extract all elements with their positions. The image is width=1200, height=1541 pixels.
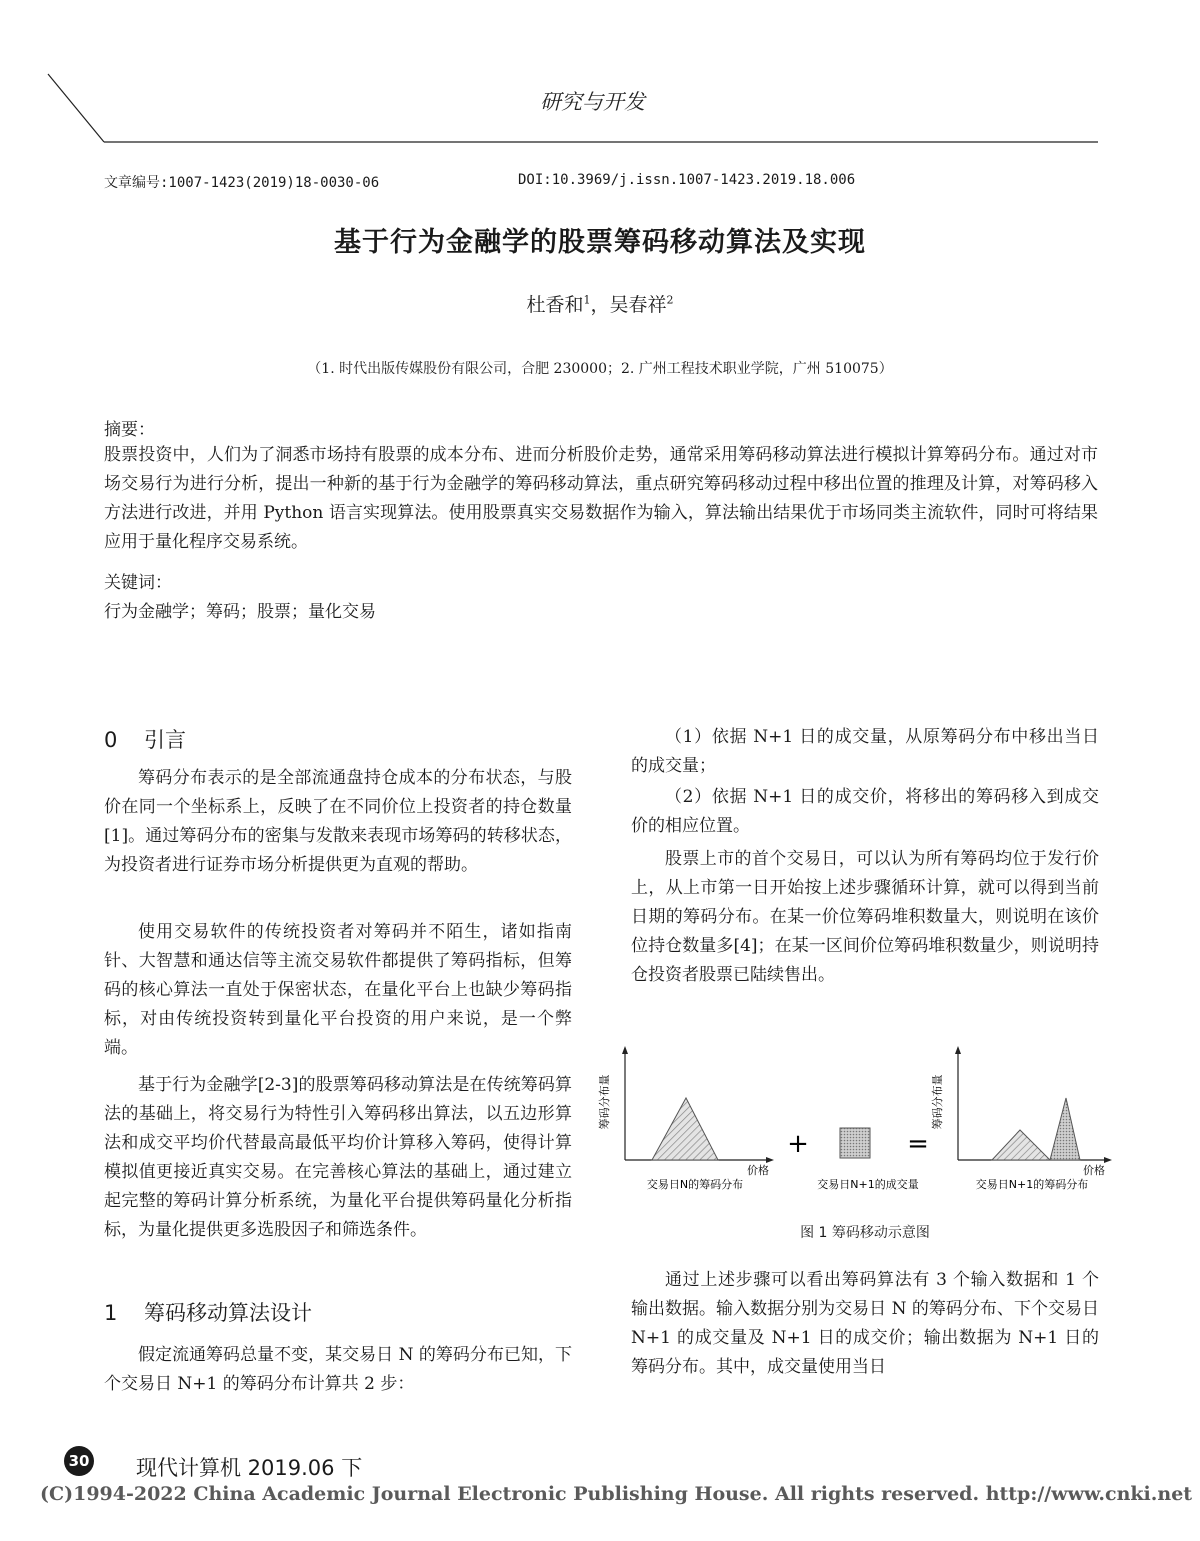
article-id: 文章编号:1007-1423(2019)18-0030-06 [104, 175, 380, 191]
chip-distribution-n [652, 1098, 718, 1160]
copyright-notice: (C)1994-2022 China Academic Journal Electronic Publishing House. All rights reserved. http://www.cnki.net [40, 1483, 1193, 1505]
page-number: 30 [64, 1446, 94, 1476]
panel-volume [817, 1128, 918, 1191]
abstract-text: 股票投资中，人们为了洞悉市场持有股票的成本分布、进而分析股价走势，通常采用筹码移动算法进行模拟计算筹码分布。通过对市场交易行为进行分析，提出一种新的基于行为金融学的筹码移动算法，重点研究筹码移动过程中移出位置的推理及计算，对筹码移入方法进行改进，并用 Python 语言实现算法。使用股票真实交易数据作为输入，算法输出结果优于市场同类主流软件，同时可将结果应用于量化程序交易系统。 [104, 445, 1098, 552]
section-title: 筹码移动算法设计 [144, 1301, 312, 1325]
y-axis-arrow [622, 1046, 628, 1054]
volume-block [840, 1128, 870, 1158]
section-number: 1 [104, 1301, 118, 1325]
listing-paragraph: 股票上市的首个交易日，可以认为所有筹码均位于发行价上，从上市第一日开始按上述步骤循环计算，就可以得到当前日期的筹码分布。在某一价位筹码堆积数量大，则说明在该价位持仓数量多[4]；在某一区间价位筹码堆积数量少，则说明持仓投资者股票已陆续售出。 [631, 849, 1099, 985]
remaining-chips [992, 1130, 1050, 1160]
step-2: （2）依据 N+1 日的成交价，将移出的筹码移入到成交价的相应位置。 [631, 787, 1099, 836]
paper-title: 基于行为金融学的股票筹码移动算法及实现 [334, 227, 866, 258]
section-heading-intro [104, 724, 572, 754]
section-number: 0 [104, 728, 118, 752]
journal-section: 研究与开发 [540, 90, 645, 114]
x-axis-arrow [1104, 1157, 1112, 1163]
abstract-label: 摘要： [104, 420, 155, 440]
step-1: （1）依据 N+1 日的成交量，从原筹码分布中移出当日的成交量； [631, 727, 1099, 776]
author-list [0, 290, 1200, 317]
chip-movement-figure [600, 1040, 1120, 1200]
panel-label: 交易日N+1的成交量 [817, 1178, 919, 1191]
section-title: 引言 [144, 728, 186, 752]
doi: DOI:10.3969/j.issn.1007-1423.2019.18.006 [518, 172, 856, 188]
journal-issue: 现代计算机 2019.06 下 [136, 1456, 363, 1480]
panel-day-n [597, 1046, 774, 1191]
x-axis-arrow [766, 1157, 774, 1163]
author-affil-mark: 1 [583, 293, 591, 307]
design-paragraph: 假定流通筹码总量不变，某交易日 N 的筹码分布已知，下个交易日 N+1 的筹码分布计算共 2 步： [104, 1345, 572, 1394]
intro-paragraph-3: 基于行为金融学[2-3]的股票筹码移动算法是在传统筹码算法的基础上，将交易行为特性引入筹码移出算法，以五边形算法和成交平均价代替最高最低平均价计算移入筹码，使得计算模拟值更接近真实交易。在完善核心算法的基础上，通过建立起完整的筹码计算分析系统，为量化平台提供筹码量化分析指标，为量化提供更多选股因子和筛选条件。 [104, 1075, 572, 1240]
intro-paragraph-2: 使用交易软件的传统投资者对筹码并不陌生，诸如指南针、大智慧和通达信等主流交易软件都提供了筹码指标，但筹码的核心算法一直处于保密状态，在量化平台上也缺少筹码指标，对由传统投资转到量化平台投资的用户来说，是一个弊端。 [104, 922, 572, 1058]
y-axis-arrow [955, 1046, 961, 1054]
panel-label: 交易日N+1的筹码分布 [975, 1178, 1089, 1191]
author-name: 杜香和 [526, 294, 584, 316]
keywords-label: 关键词： [104, 573, 172, 593]
panel-label: 交易日N的筹码分布 [646, 1178, 744, 1191]
keywords-text: 行为金融学；筹码；股票；量化交易 [104, 602, 376, 622]
y-axis-label: 筹码分布量 [598, 1074, 611, 1130]
moved-in-chips [1050, 1098, 1080, 1160]
intro-paragraph-1: 筹码分布表示的是全部流通盘持仓成本的分布状态，与股价在同一个坐标系上，反映了在不同价位上投资者的持仓数量[1]。通过筹码分布的密集与发散来表现市场筹码的转移状态，为投资者进行证券市场分析提供更为直观的帮助。 [104, 768, 572, 875]
x-axis-label: 价格 [1083, 1164, 1105, 1177]
author-name: 吴春祥 [609, 294, 667, 316]
equals-sign: = [907, 1129, 929, 1159]
affiliation: （1. 时代出版传媒股份有限公司，合肥 230000；2. 广州工程技术职业学院，广州 510075） [307, 361, 893, 377]
figure-caption: 图 1 筹码移动示意图 [800, 1225, 930, 1241]
author-affil-mark: 2 [666, 293, 674, 307]
x-axis-label: 价格 [747, 1164, 769, 1177]
y-axis-label: 筹码分布量 [931, 1074, 944, 1130]
plus-sign: + [787, 1129, 809, 1159]
section-heading-design [104, 1297, 572, 1327]
panel-day-n1 [930, 1046, 1112, 1191]
io-paragraph: 通过上述步骤可以看出筹码算法有 3 个输入数据和 1 个输出数据。输入数据分别为交易日 N 的筹码分布、下个交易日 N+1 的成交量及 N+1 日的成交价；输出数据为 N+1 日的筹码分布。其中，成交量使用当日 [631, 1270, 1099, 1377]
author-separator: ， [590, 294, 610, 316]
